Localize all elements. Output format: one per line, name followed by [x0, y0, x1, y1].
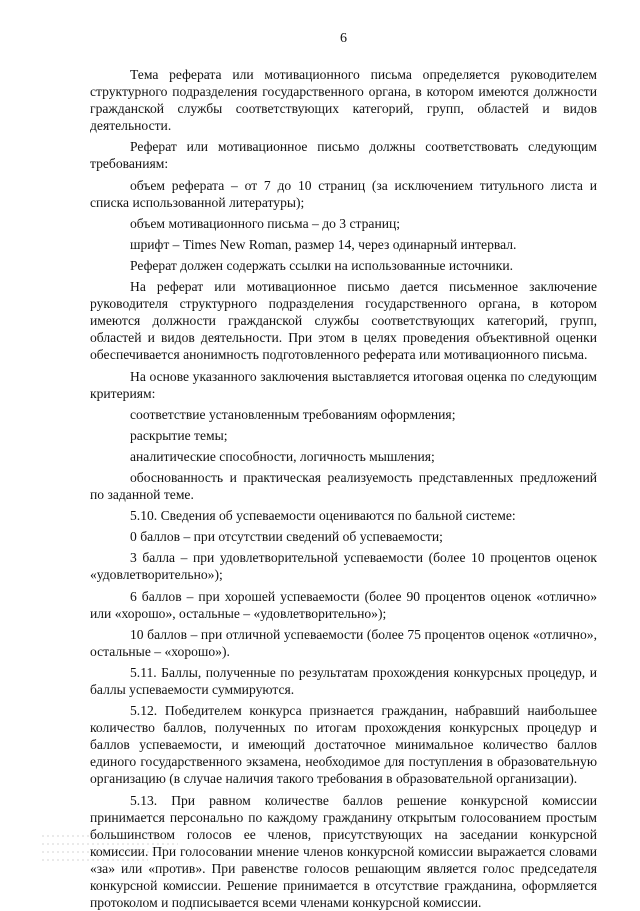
faded-stamp-mark	[38, 830, 188, 870]
paragraph-5-13: 5.13. При равном количестве баллов решение конкурсной комиссии принимается персонально по каждому гражданину открытым голосованием простым большинством голосов ее членов, присутствующих на заседании конкурсной комиссии. При голосовании мнение членов конкурсной комиссии выражается словами «за» или «против». При равенстве голосов решающим является голос председателя конкурсной комиссии. Решение принимается в отсутствие гражданина, оформляется протоколом и подписывается всеми членами конкурсной комиссии.	[90, 792, 597, 911]
page-number: 6	[340, 31, 347, 46]
paragraph-5-10: 5.10. Сведения об успеваемости оцениваются по бальной системе:	[130, 508, 516, 524]
list-item-score-0: 0 баллов – при отсутствии сведений об успеваемости;	[130, 529, 443, 545]
list-item-criterion-analysis: аналитические способности, логичность мышления;	[130, 448, 435, 464]
paragraph-references: Реферат должен содержать ссылки на использованные источники.	[130, 257, 514, 273]
paragraph-criteria: На основе указанного заключения выставляется итоговая оценка по следующим критериям:	[90, 368, 597, 401]
list-item-criterion-feasibility: обоснованность и практическая реализуемость представленных предложений по заданной теме.	[90, 469, 597, 503]
paragraph-topic: Тема реферата или мотивационного письма определяется руководителем структурного подразделения государственного органа, в котором имеются должности гражданской службы соответствующих категорий, групп, областей и видов деятельности.	[90, 67, 597, 134]
paragraph-5-12: 5.12. Победителем конкурса признается гражданин, набравший наибольшее количество баллов, полученных по итогам прохождения конкурсных процедур и баллов успеваемости, и имеющий достаточное минимальное количество баллов единого государственного экзамена, необходимое для поступления в образовательную организацию (в случае наличия такого требования в образовательной организации).	[90, 703, 597, 787]
list-item-score-6: 6 баллов – при хорошей успеваемости (более 90 процентов оценок «отлично» или «хорошо», остальные – «удовлетворительно»);	[90, 588, 597, 621]
paragraph-requirements: Реферат или мотивационное письмо должны соответствовать следующим требованиям:	[90, 139, 597, 172]
document-body	[90, 66, 597, 911]
paragraph-5-11: 5.11. Баллы, полученные по результатам прохождения конкурсных процедур, и баллы успеваемости суммируются.	[90, 664, 597, 697]
list-item-criterion-format: соответствие установленным требованиям оформления;	[130, 406, 456, 422]
list-item-criterion-topic: раскрытие темы;	[130, 427, 228, 443]
list-item-letter-volume: объем мотивационного письма – до 3 страниц;	[130, 215, 401, 231]
paragraph-conclusion: На реферат или мотивационное письмо дается письменное заключение руководителя структурного подразделения государственного органа, в котором имеются должности гражданской службы соответствующих категорий, групп, областей и видов деятельности. При этом в целях проведения объективной оценки обеспечивается анонимность подготовленного реферата или мотивационного письма.	[90, 279, 597, 363]
list-item-essay-volume: объем реферата – от 7 до 10 страниц (за исключением титульного листа и списка использованной литературы);	[90, 177, 597, 210]
list-item-score-10: 10 баллов – при отличной успеваемости (более 75 процентов оценок «отлично», остальные – «хорошо»).	[90, 626, 597, 659]
list-item-font: шрифт – Times New Roman, размер 14, через одинарный интервал.	[130, 236, 517, 252]
list-item-score-3: 3 балла – при удовлетворительной успеваемости (более 10 процентов оценок «удовлетворительно»);	[90, 550, 597, 583]
document-page	[90, 0, 597, 911]
